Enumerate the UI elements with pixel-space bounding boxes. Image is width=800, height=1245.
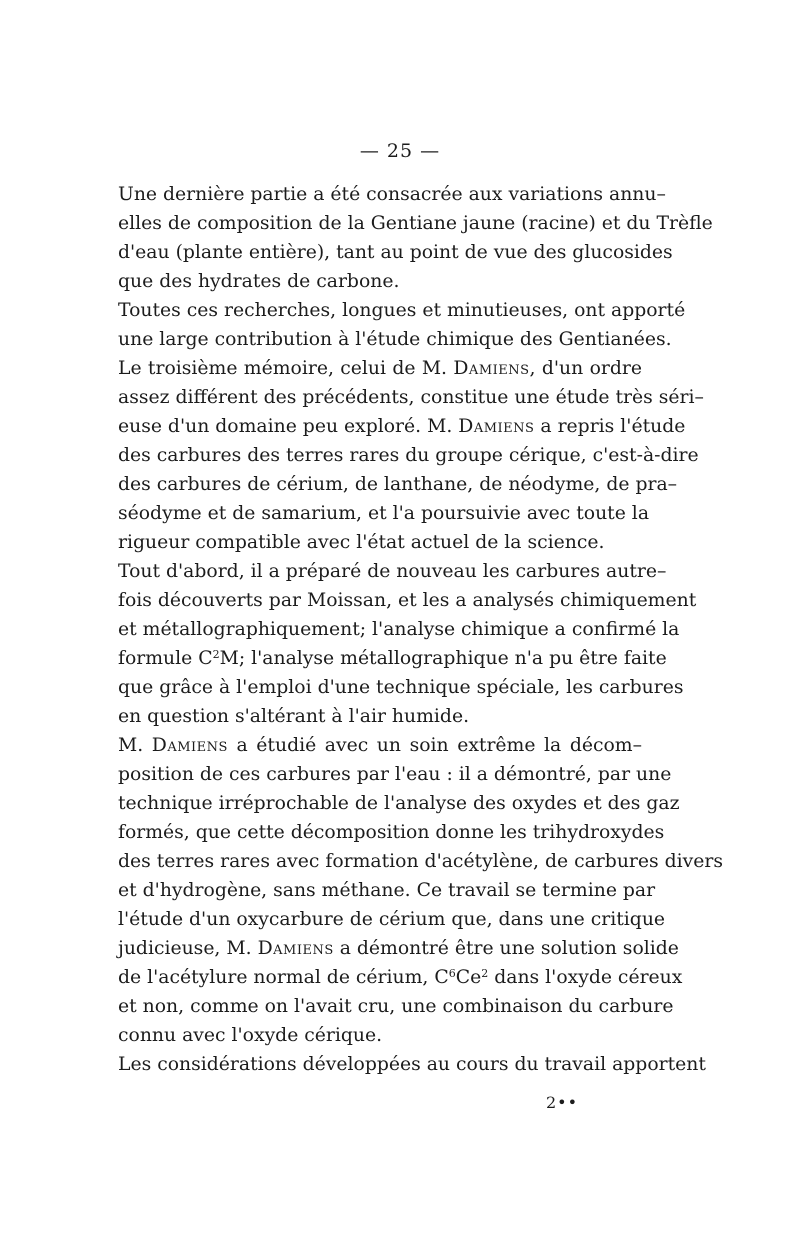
text-line: Tout d'abord, il a préparé de nouveau les carbures autre– — [118, 561, 667, 582]
author-name: Damiens — [257, 938, 334, 959]
text-line: connu avec l'oxyde cérique. — [118, 1025, 383, 1046]
text-line: fois découverts par Moissan, et les a analysés chimiquement — [118, 590, 697, 611]
text-fragment: dans l'oxyde céreux — [488, 967, 683, 988]
text-line: assez différent des précédents, constitue une étude très séri– — [118, 387, 704, 408]
author-name: Damiens — [151, 735, 228, 756]
text-fragment: a démontré être une solution solide — [333, 938, 679, 959]
text-line: en question s'altérant à l'air humide. — [118, 706, 470, 727]
text-line — [118, 963, 683, 992]
text-fragment: Ce — [455, 967, 482, 988]
body-text — [118, 180, 723, 1079]
text-line: des terres rares avec formation d'acétylène, de carbures divers — [118, 851, 723, 872]
text-line — [118, 731, 642, 760]
text-fragment: M. — [118, 735, 152, 756]
text-line: et non, comme on l'avait cru, une combinaison du carbure — [118, 996, 674, 1017]
text-line — [118, 354, 642, 383]
text-fragment: euse d'un domaine peu exploré. M. — [118, 416, 459, 437]
superscript: 6 — [448, 967, 456, 980]
text-line: séodyme et de samarium, et l'a poursuivie avec toute la — [118, 503, 650, 524]
text-line: et métallographiquement; l'analyse chimique a confirmé la — [118, 619, 680, 640]
text-line: elles de composition de la Gentiane jaune (racine) et du Trèfle — [118, 213, 713, 234]
superscript: 2 — [212, 648, 220, 661]
text-line — [118, 934, 679, 963]
text-fragment: formule C — [118, 648, 213, 669]
text-line: que grâce à l'emploi d'une technique spéciale, les carbures — [118, 677, 684, 698]
author-name: Damiens — [458, 416, 535, 437]
text-fragment: , d'un ordre — [529, 358, 642, 379]
text-line: rigueur compatible avec l'état actuel de la science. — [118, 532, 605, 553]
text-line: des carbures de cérium, de lanthane, de néodyme, de pra– — [118, 474, 678, 495]
text-line: que des hydrates de carbone. — [118, 271, 400, 292]
text-line — [118, 644, 667, 673]
superscript: 2 — [481, 967, 489, 980]
text-line: Une dernière partie a été consacrée aux variations annu– — [118, 184, 666, 205]
text-line: d'eau (plante entière), tant au point de vue des glucosides — [118, 242, 673, 263]
text-fragment: a étudié avec un soin extrême la décom– — [227, 735, 642, 756]
text-fragment: Le troisième mémoire, celui de M. — [118, 358, 454, 379]
text-line: l'étude d'un oxycarbure de cérium que, dans une critique — [118, 909, 666, 930]
page-number: — 25 — — [359, 140, 441, 162]
author-name: Damiens — [453, 358, 530, 379]
text-line: des carbures des terres rares du groupe cérique, c'est-à-dire — [118, 445, 699, 466]
text-line: formés, que cette décomposition donne les trihydroxydes — [118, 822, 665, 843]
text-line: position de ces carbures par l'eau : il a démontré, par une — [118, 764, 672, 785]
text-fragment: M; l'analyse métallographique n'a pu être faite — [219, 648, 667, 669]
text-fragment: judicieuse, M. — [118, 938, 258, 959]
text-line: Toutes ces recherches, longues et minutieuses, ont apporté — [118, 300, 686, 321]
text-line: technique irréprochable de l'analyse des oxydes et des gaz — [118, 793, 680, 814]
text-line: une large contribution à l'étude chimique des Gentianées. — [118, 329, 672, 350]
text-line: et d'hydrogène, sans méthane. Ce travail se termine par — [118, 880, 656, 901]
text-fragment: de l'acétylure normal de cérium, C — [118, 967, 449, 988]
text-fragment: a repris l'étude — [534, 416, 686, 437]
text-line — [118, 412, 686, 441]
text-line: Les considérations développées au cours du travail apportent — [118, 1054, 706, 1075]
signature-mark: 2•• — [546, 1093, 579, 1112]
